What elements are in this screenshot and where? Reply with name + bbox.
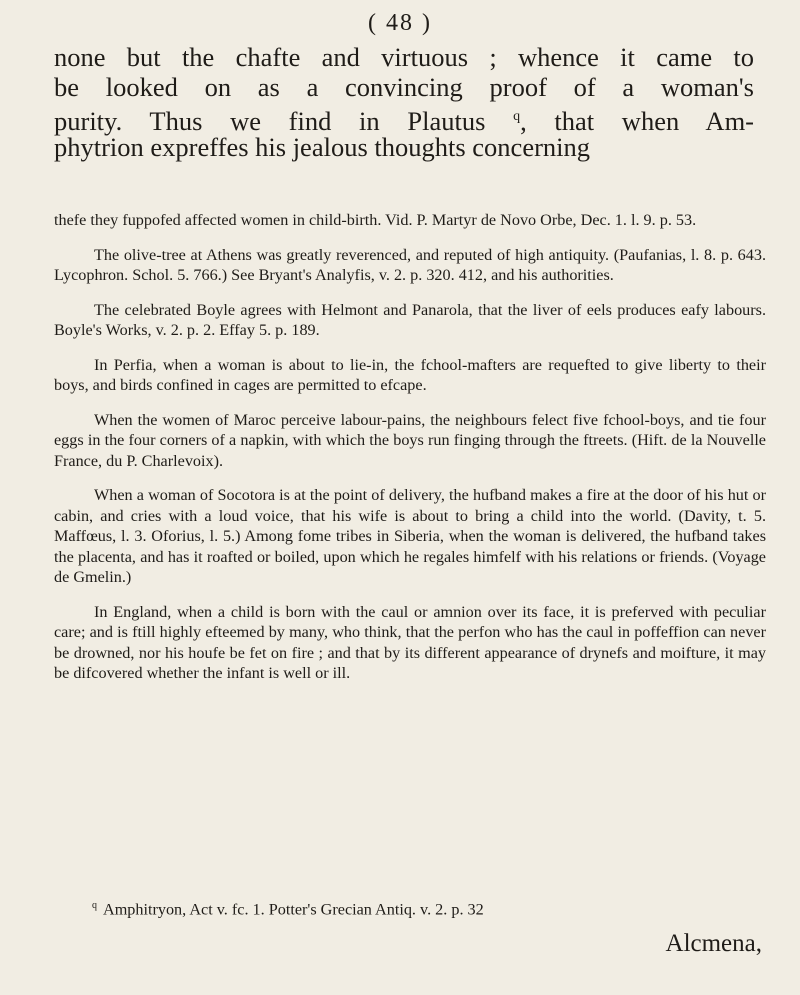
notes-block xyxy=(54,210,766,698)
note-paragraph: In Perfia, when a woman is about to lie-in, the fchool-mafters are requefted to give liberty to their boys, and birds confined in cages are permitted to efcape. xyxy=(54,355,766,394)
catchword: Alcmena, xyxy=(665,930,762,957)
footnote-text: Amphitryon, Act v. fc. 1. Potter's Grecian Antiq. v. 2. p. 32 xyxy=(103,900,484,919)
main-text xyxy=(54,42,754,162)
main-text-line: none but the chafte and virtuous ; whence it came to xyxy=(54,42,754,72)
main-text-line: be looked on as a convincing proof of a woman's xyxy=(54,72,754,102)
main-text-line-start: purity. Thus we find in Plautus xyxy=(54,105,486,136)
main-text-line xyxy=(54,102,755,136)
note-paragraph: When the women of Maroc perceive labour-pains, the neighbours felect five fchool-boys, and tie four eggs in the four corners of a napkin, with which the boys run finging through the ftreets. (Hift. de la Nouvelle France, du P. Charlevoix). xyxy=(54,410,766,470)
main-text-line: phytrion expreffes his jealous thoughts concerning xyxy=(54,132,591,162)
note-paragraph: The olive-tree at Athens was greatly reverenced, and reputed of high antiquity. (Paufanias, l. 8. p. 643. Lycophron. Schol. 5. 766.) See Bryant's Analyfis, v. 2. p. 320. 412, and his authorities. xyxy=(54,245,766,284)
note-paragraph: In England, when a child is born with the caul or amnion over its face, it is preferved with peculiar care; and is ftill highly efteemed by many, who think, that the perfon who has the caul in poffeffion can never be drowned, nor his houfe be fet on fire ; and that by its different appearance of drynefs and moifture, it may be difcovered whether the infant is well or ill. xyxy=(54,602,766,682)
footnote-marker: q xyxy=(92,900,97,911)
page-number: ( 48 ) xyxy=(368,10,432,36)
note-paragraph: The celebrated Boyle agrees with Helmont and Panarola, that the liver of eels produces eafy labours. Boyle's Works, v. 2. p. 2. Effay 5. p. 189. xyxy=(54,300,766,339)
footnote-reference: q xyxy=(513,109,521,124)
note-paragraph: When a woman of Socotora is at the point of delivery, the hufband makes a fire at the door of his hut or cabin, and cries with a loud voice, that his wife is about to bring a child into the world. (Davity, t. 5. Maffœus, l. 3. Oforius, l. 5.) Among fome tribes in Siberia, when the woman is delivered, the hufband takes the placenta, and has it roafted or boiled, upon which he regales himfelf with his relations or friends. (Voyage de Gmelin.) xyxy=(54,486,766,586)
footnote xyxy=(92,900,772,919)
note-paragraph: thefe they fuppofed affected women in child-birth. Vid. P. Martyr de Novo Orbe, Dec. 1. l. 9. p. 53. xyxy=(54,211,697,229)
main-text-line-end: , that when Am- xyxy=(520,105,755,136)
